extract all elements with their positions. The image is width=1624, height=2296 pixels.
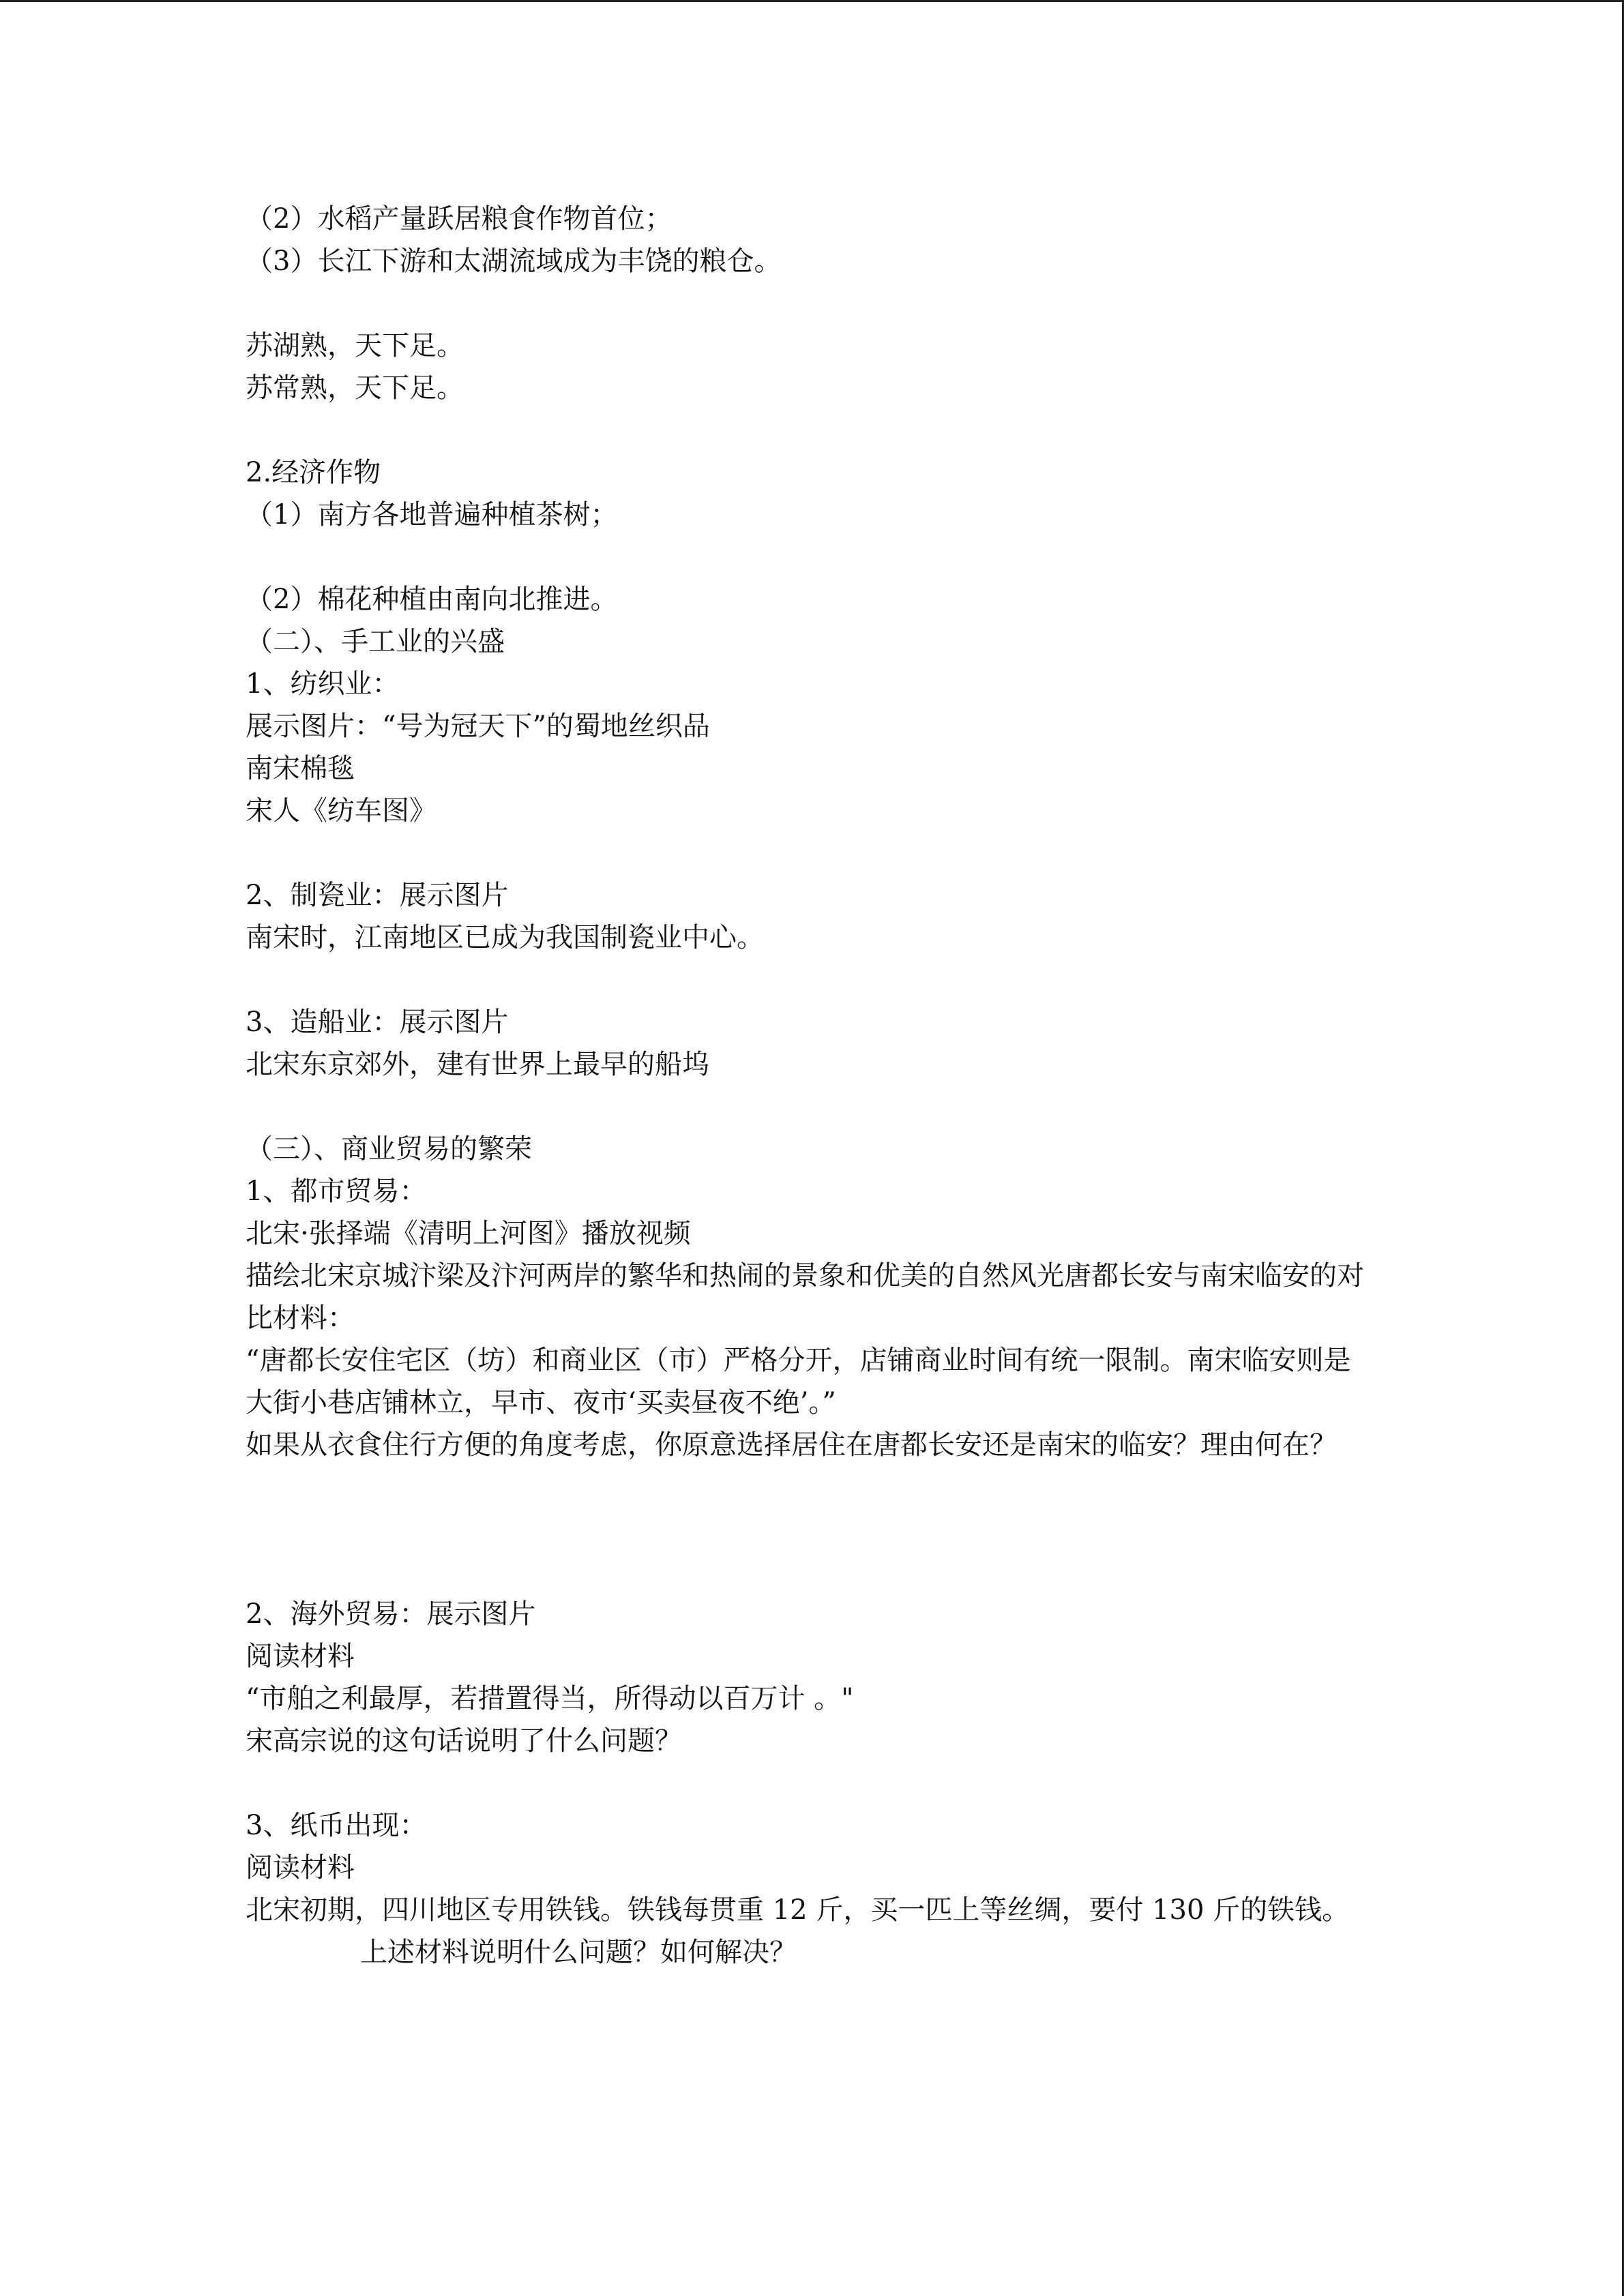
blank-line (246, 959, 1378, 1001)
question-line: 宋高宗说的这句话说明了什么问题？ (246, 1725, 682, 1757)
subsection-heading: 3、造船业：展示图片 (246, 1007, 509, 1038)
text-line: 苏常熟，天下足。 (246, 372, 464, 404)
text-line: （2）棉花种植由南向北推进。 (246, 584, 618, 615)
text-line: 南宋棉毯 (246, 753, 355, 784)
top-border (0, 0, 1624, 2)
text-line: 北宋·张择端《清明上河图》播放视频 (246, 1218, 691, 1249)
text-line: 展示图片：“号为冠天下”的蜀地丝织品 (246, 711, 710, 742)
text-line: （2）水稻产量跃居粮食作物首位； (246, 203, 673, 235)
question-paragraph: 如果从衣食住行方便的角度考虑，你原意选择居住在唐都长安还是南宋的临安？理由何在？ (246, 1429, 1337, 1461)
text-line: （3）长江下游和太湖流域成为丰饶的粮仓。 (246, 245, 782, 277)
text-line: 北宋初期，四川地区专用铁钱。铁钱每贯重 12 斤，买一匹上等丝绸，要付 130 斤的铁钱。 (246, 1894, 1350, 1926)
blank-line (246, 409, 1378, 451)
text-line: 阅读材料 (246, 1641, 355, 1672)
question-line: 上述材料说明什么问题？如何解决？ (360, 1937, 797, 1968)
section-heading: 2.经济作物 (246, 457, 381, 488)
document-body (246, 198, 1378, 1973)
subsection-heading: 3、纸币出现： (246, 1810, 427, 1841)
blank-space (246, 1466, 1378, 1593)
subsection-heading: 2、制瓷业：展示图片 (246, 880, 509, 911)
text-line: 宋人《纺车图》 (246, 795, 437, 826)
text-line: 北宋东京郊外，建有世界上最早的船坞 (246, 1049, 709, 1080)
blank-line (246, 1086, 1378, 1128)
quote-paragraph: “唐都长安住宅区（坊）和商业区（市）严格分开，店铺商业时间有统一限制。南宋临安则是大街小巷店铺林立，早市、夜市‘买卖昼夜不绝’。” (246, 1345, 1351, 1418)
blank-line (246, 832, 1378, 874)
section-heading: （二）、手工业的兴盛 (246, 626, 505, 657)
subsection-heading: 1、都市贸易： (246, 1176, 427, 1207)
quote-line: “市舶之利最厚，若措置得当，所得动以百万计 。" (246, 1683, 854, 1714)
text-line: 苏湖熟，天下足。 (246, 330, 464, 361)
text-line: 阅读材料 (246, 1852, 355, 1883)
text-paragraph: 描绘北宋京城汴梁及汴河两岸的繁华和热闹的景象和优美的自然风光唐都长安与南宋临安的对比材料： (246, 1260, 1364, 1334)
blank-line (246, 536, 1378, 578)
text-line: 南宋时，江南地区已成为我国制瓷业中心。 (246, 922, 764, 953)
blank-line (246, 282, 1378, 325)
blank-line (246, 1762, 1378, 1804)
subsection-heading: 2、海外贸易：展示图片 (246, 1598, 536, 1630)
section-heading: （三）、商业贸易的繁荣 (246, 1133, 532, 1165)
text-line: （1）南方各地普遍种植茶树； (246, 499, 618, 531)
subsection-heading: 1、纺织业： (246, 668, 400, 700)
